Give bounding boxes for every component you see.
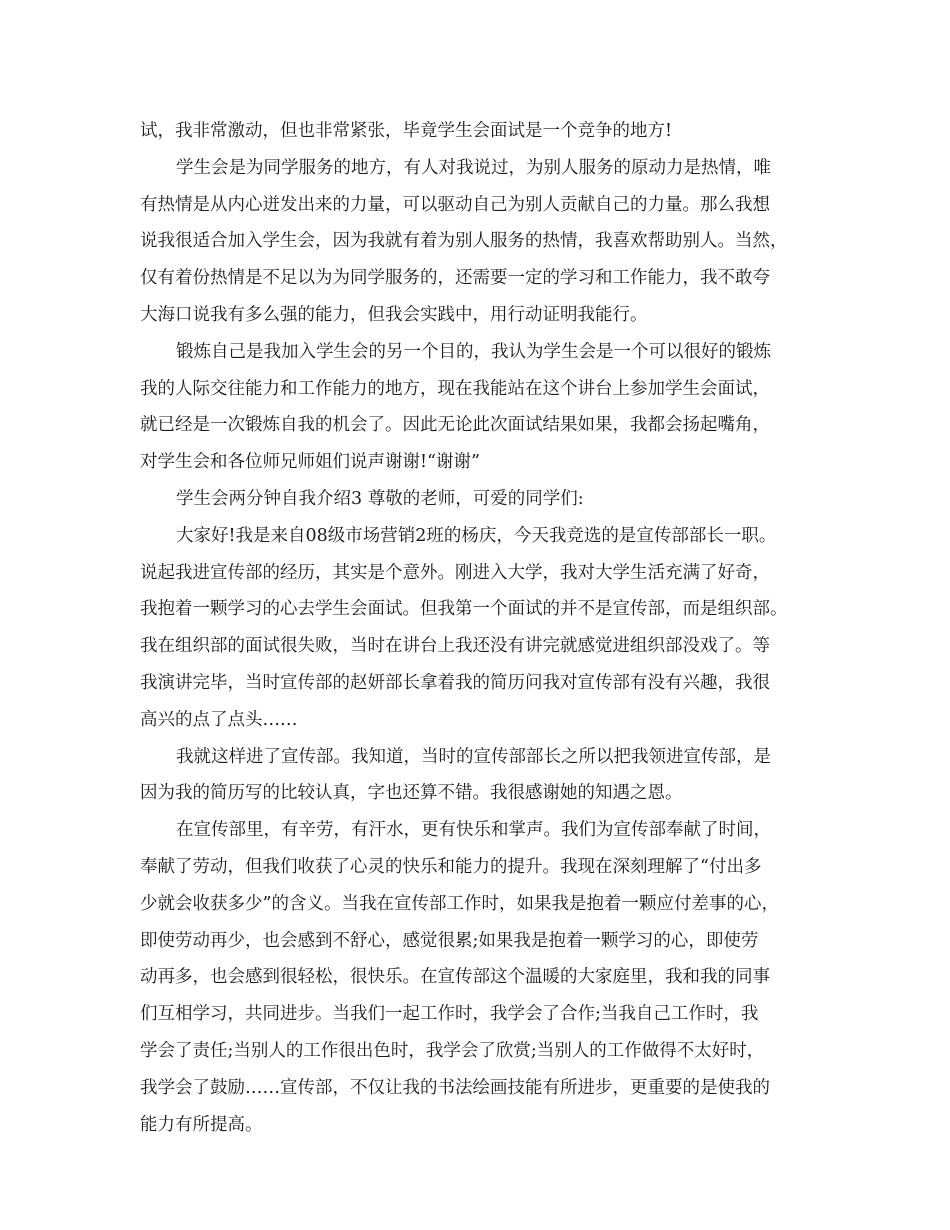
text-line: 因为我的简历写的比较认真，字也还算不错。我很感谢她的知遇之恩。 (140, 783, 683, 804)
text-line: 我学会了鼓励……宣传部，不仅让我的书法绘画技能有所进步，更重要的是使我的 (140, 1077, 770, 1098)
text-line: 学会了责任;当别人的工作很出色时，我学会了欣赏;当别人的工作做得不太好时， (140, 1040, 765, 1061)
text-line: 大家好!我是来自08级市场营销2班的杨庆，今天我竞选的是宣传部部长一职。 (176, 525, 777, 546)
text-line: 们互相学习，共同进步。当我们一起工作时，我学会了合作;当我自己工作时，我 (140, 1004, 759, 1025)
text-line: 即使劳动再少，也会感到不舒心，感觉很累;如果我是抱着一颗学习的心，即使劳 (140, 930, 759, 951)
text-line: 锻炼自己是我加入学生会的另一个目的，我认为学生会是一个可以很好的锻炼 (176, 341, 771, 362)
text-line: 我抱着一颗学习的心去学生会面试。但我第一个面试的并不是宣传部，而是组织部。 (140, 599, 788, 620)
text-line: 大海口说我有多么强的能力，但我会实践中，用行动证明我能行。 (140, 304, 648, 325)
text-line: 说我很适合加入学生会，因为我就有着为别人服务的热情，我喜欢帮助别人。当然， (140, 231, 788, 252)
text-line: 仅有着份热情是不足以为为同学服务的，还需要一定的学习和工作能力，我不敢夸 (140, 268, 770, 289)
text-line: 奉献了劳动，但我们收获了心灵的快乐和能力的提升。我现在深刻理解了“付出多 (140, 856, 762, 877)
text-line: 就已经是一次锻炼自我的机会了。因此无论此次面试结果如果，我都会扬起嘴角， (140, 415, 770, 436)
text-line: 有热情是从内心迸发出来的力量，可以驱动自己为别人贡献自己的力量。那么我想 (140, 194, 770, 215)
text-line: 动再多，也会感到很轻松，很快乐。在宣传部这个温暖的大家庭里，我和我的同事 (140, 967, 770, 988)
text-line: 我演讲完毕，当时宣传部的赵妍部长拿着我的简历问我对宣传部有没有兴趣，我很 (140, 672, 770, 693)
text-line: 试，我非常激动，但也非常紧张，毕竟学生会面试是一个竞争的地方! (140, 121, 673, 141)
document-body (140, 113, 830, 1143)
text-line: 高兴的点了点头…… (140, 709, 298, 730)
text-line: 能力有所提高。 (140, 1114, 263, 1135)
text-line: 对学生会和各位师兄师姐们说声谢谢!“谢谢” (140, 452, 480, 473)
text-line: 少就会收获多少”的含义。当我在宣传部工作时，如果我是抱着一颗应付差事的心， (140, 893, 779, 914)
text-line: 学生会是为同学服务的地方，有人对我说过，为别人服务的原动力是热情，唯 (176, 157, 771, 178)
text-line: 说起我进宣传部的经历，其实是个意外。刚进入大学，我对大学生活充满了好奇， (140, 562, 770, 583)
text-line: 我在组织部的面试很失败，当时在讲台上我还没有讲完就感觉进组织部没戏了。等 (140, 636, 770, 657)
text-line: 在宣传部里，有辛劳，有汗水，更有快乐和掌声。我们为宣传部奉献了时间， (176, 820, 771, 841)
text-line: 我就这样进了宣传部。我知道，当时的宣传部部长之所以把我领进宣传部，是 (176, 746, 771, 767)
text-line: 学生会两分钟自我介绍3 尊敬的老师，可爱的同学们: (176, 488, 584, 509)
text-line: 我的人际交往能力和工作能力的地方，现在我能站在这个讲台上参加学生会面试， (140, 378, 770, 399)
